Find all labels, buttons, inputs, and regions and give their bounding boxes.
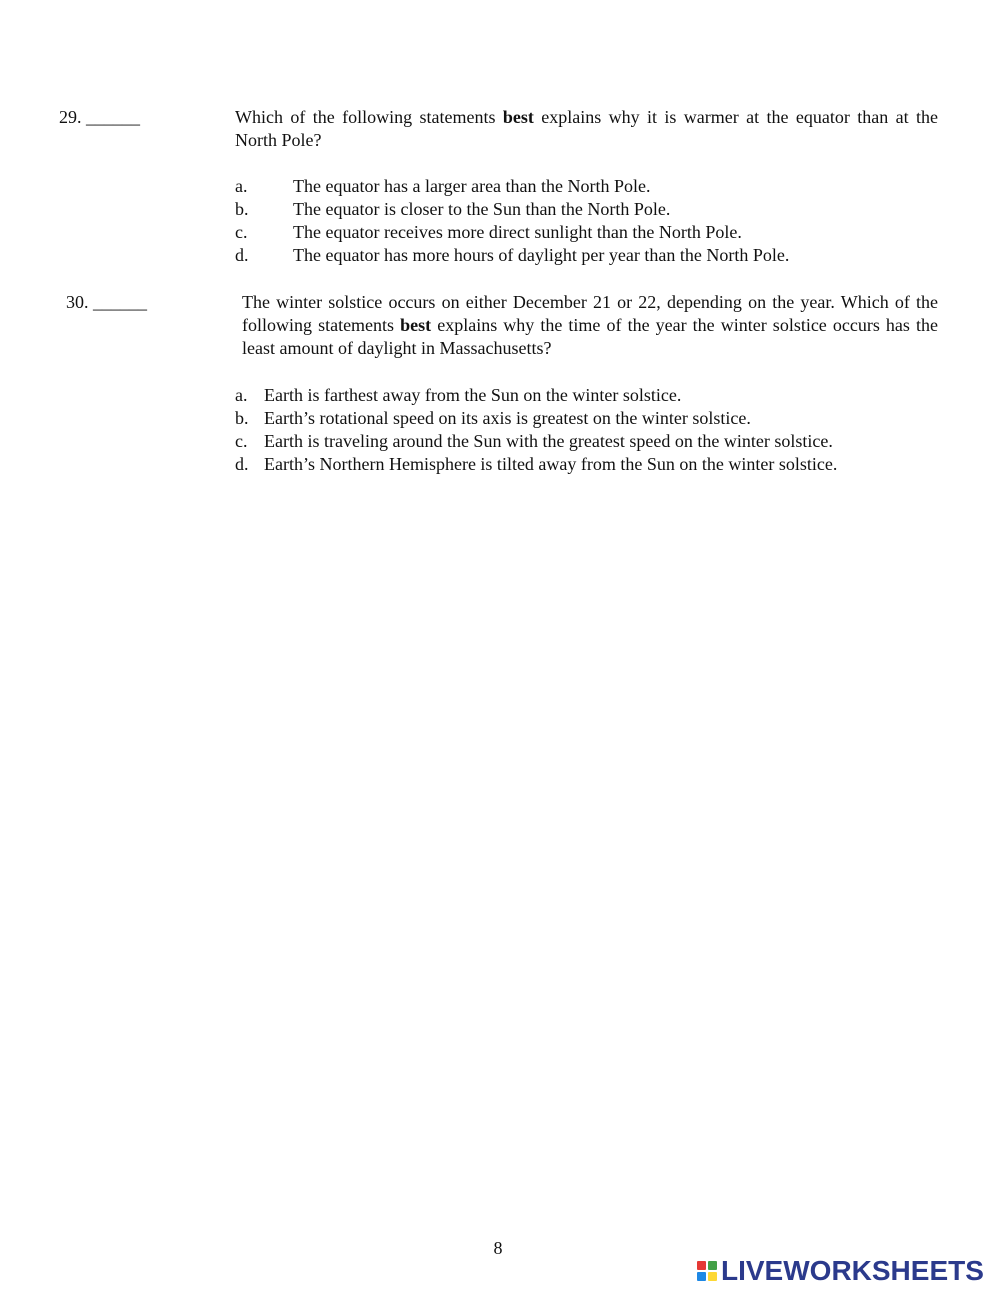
question-29-stem-text-1: Which of the following statements bbox=[235, 107, 503, 127]
logo-block-e bbox=[708, 1272, 717, 1281]
choice-letter: b. bbox=[235, 199, 249, 219]
choice-text: The equator has more hours of daylight per year than the North Pole. bbox=[293, 245, 790, 265]
logo-block-v bbox=[697, 1272, 706, 1281]
question-30-choice-b[interactable] bbox=[235, 407, 935, 430]
question-29-stem-bold: best bbox=[502, 107, 534, 127]
question-29-stem bbox=[235, 106, 938, 152]
choice-letter: d. bbox=[235, 454, 249, 474]
question-29-choice-a[interactable] bbox=[235, 175, 935, 198]
logo-block-l bbox=[697, 1261, 706, 1270]
question-29-number: 29. ______ bbox=[59, 107, 140, 127]
choice-letter: d. bbox=[235, 245, 249, 265]
question-30-choice-a[interactable] bbox=[235, 384, 935, 407]
choice-text: Earth’s rotational speed on its axis is greatest on the winter solstice. bbox=[264, 408, 751, 428]
question-29-stem-text-2: explains why it is warmer at the equator than at the North Pole? bbox=[235, 107, 938, 150]
choice-letter: b. bbox=[235, 408, 249, 428]
choice-letter: a. bbox=[235, 385, 248, 405]
question-30-stem-text-1: The winter solstice occurs on either December 21 or 22, depending on the year. Which of the following statements bbox=[242, 292, 938, 335]
choice-text: The equator is closer to the Sun than the North Pole. bbox=[293, 199, 671, 219]
question-30-choice-c[interactable] bbox=[235, 430, 935, 453]
question-29-choice-c[interactable] bbox=[235, 221, 935, 244]
choice-text: Earth is traveling around the Sun with the greatest speed on the winter solstice. bbox=[264, 431, 833, 451]
choice-text: Earth’s Northern Hemisphere is tilted away from the Sun on the winter solstice. bbox=[264, 454, 838, 474]
logo-wordmark: LIVEWORKSHEETS bbox=[721, 1255, 984, 1286]
question-30-stem bbox=[242, 291, 938, 360]
question-29-choices bbox=[235, 175, 935, 267]
choice-letter: a. bbox=[235, 176, 248, 196]
logo-blocks-icon bbox=[697, 1261, 717, 1281]
question-30-stem-bold: best bbox=[400, 315, 432, 335]
question-29-choice-b[interactable] bbox=[235, 198, 935, 221]
question-30-choice-d[interactable] bbox=[235, 453, 935, 476]
page-number: 8 bbox=[493, 1238, 503, 1258]
choice-letter: c. bbox=[235, 431, 248, 451]
choice-letter: c. bbox=[235, 222, 248, 242]
question-30-number: 30. ______ bbox=[66, 292, 147, 312]
logo-block-i bbox=[708, 1261, 717, 1270]
choice-text: The equator receives more direct sunlight than the North Pole. bbox=[293, 222, 742, 242]
choice-text: The equator has a larger area than the North Pole. bbox=[293, 176, 651, 196]
liveworksheets-logo bbox=[697, 1256, 984, 1286]
question-30-choices bbox=[235, 384, 935, 476]
question-29-choice-d[interactable] bbox=[235, 244, 935, 267]
question-30-stem-text-2: explains why the time of the year the winter solstice occurs has the least amount of daylight in Massachusetts? bbox=[242, 315, 938, 358]
choice-text: Earth is farthest away from the Sun on the winter solstice. bbox=[264, 385, 682, 405]
